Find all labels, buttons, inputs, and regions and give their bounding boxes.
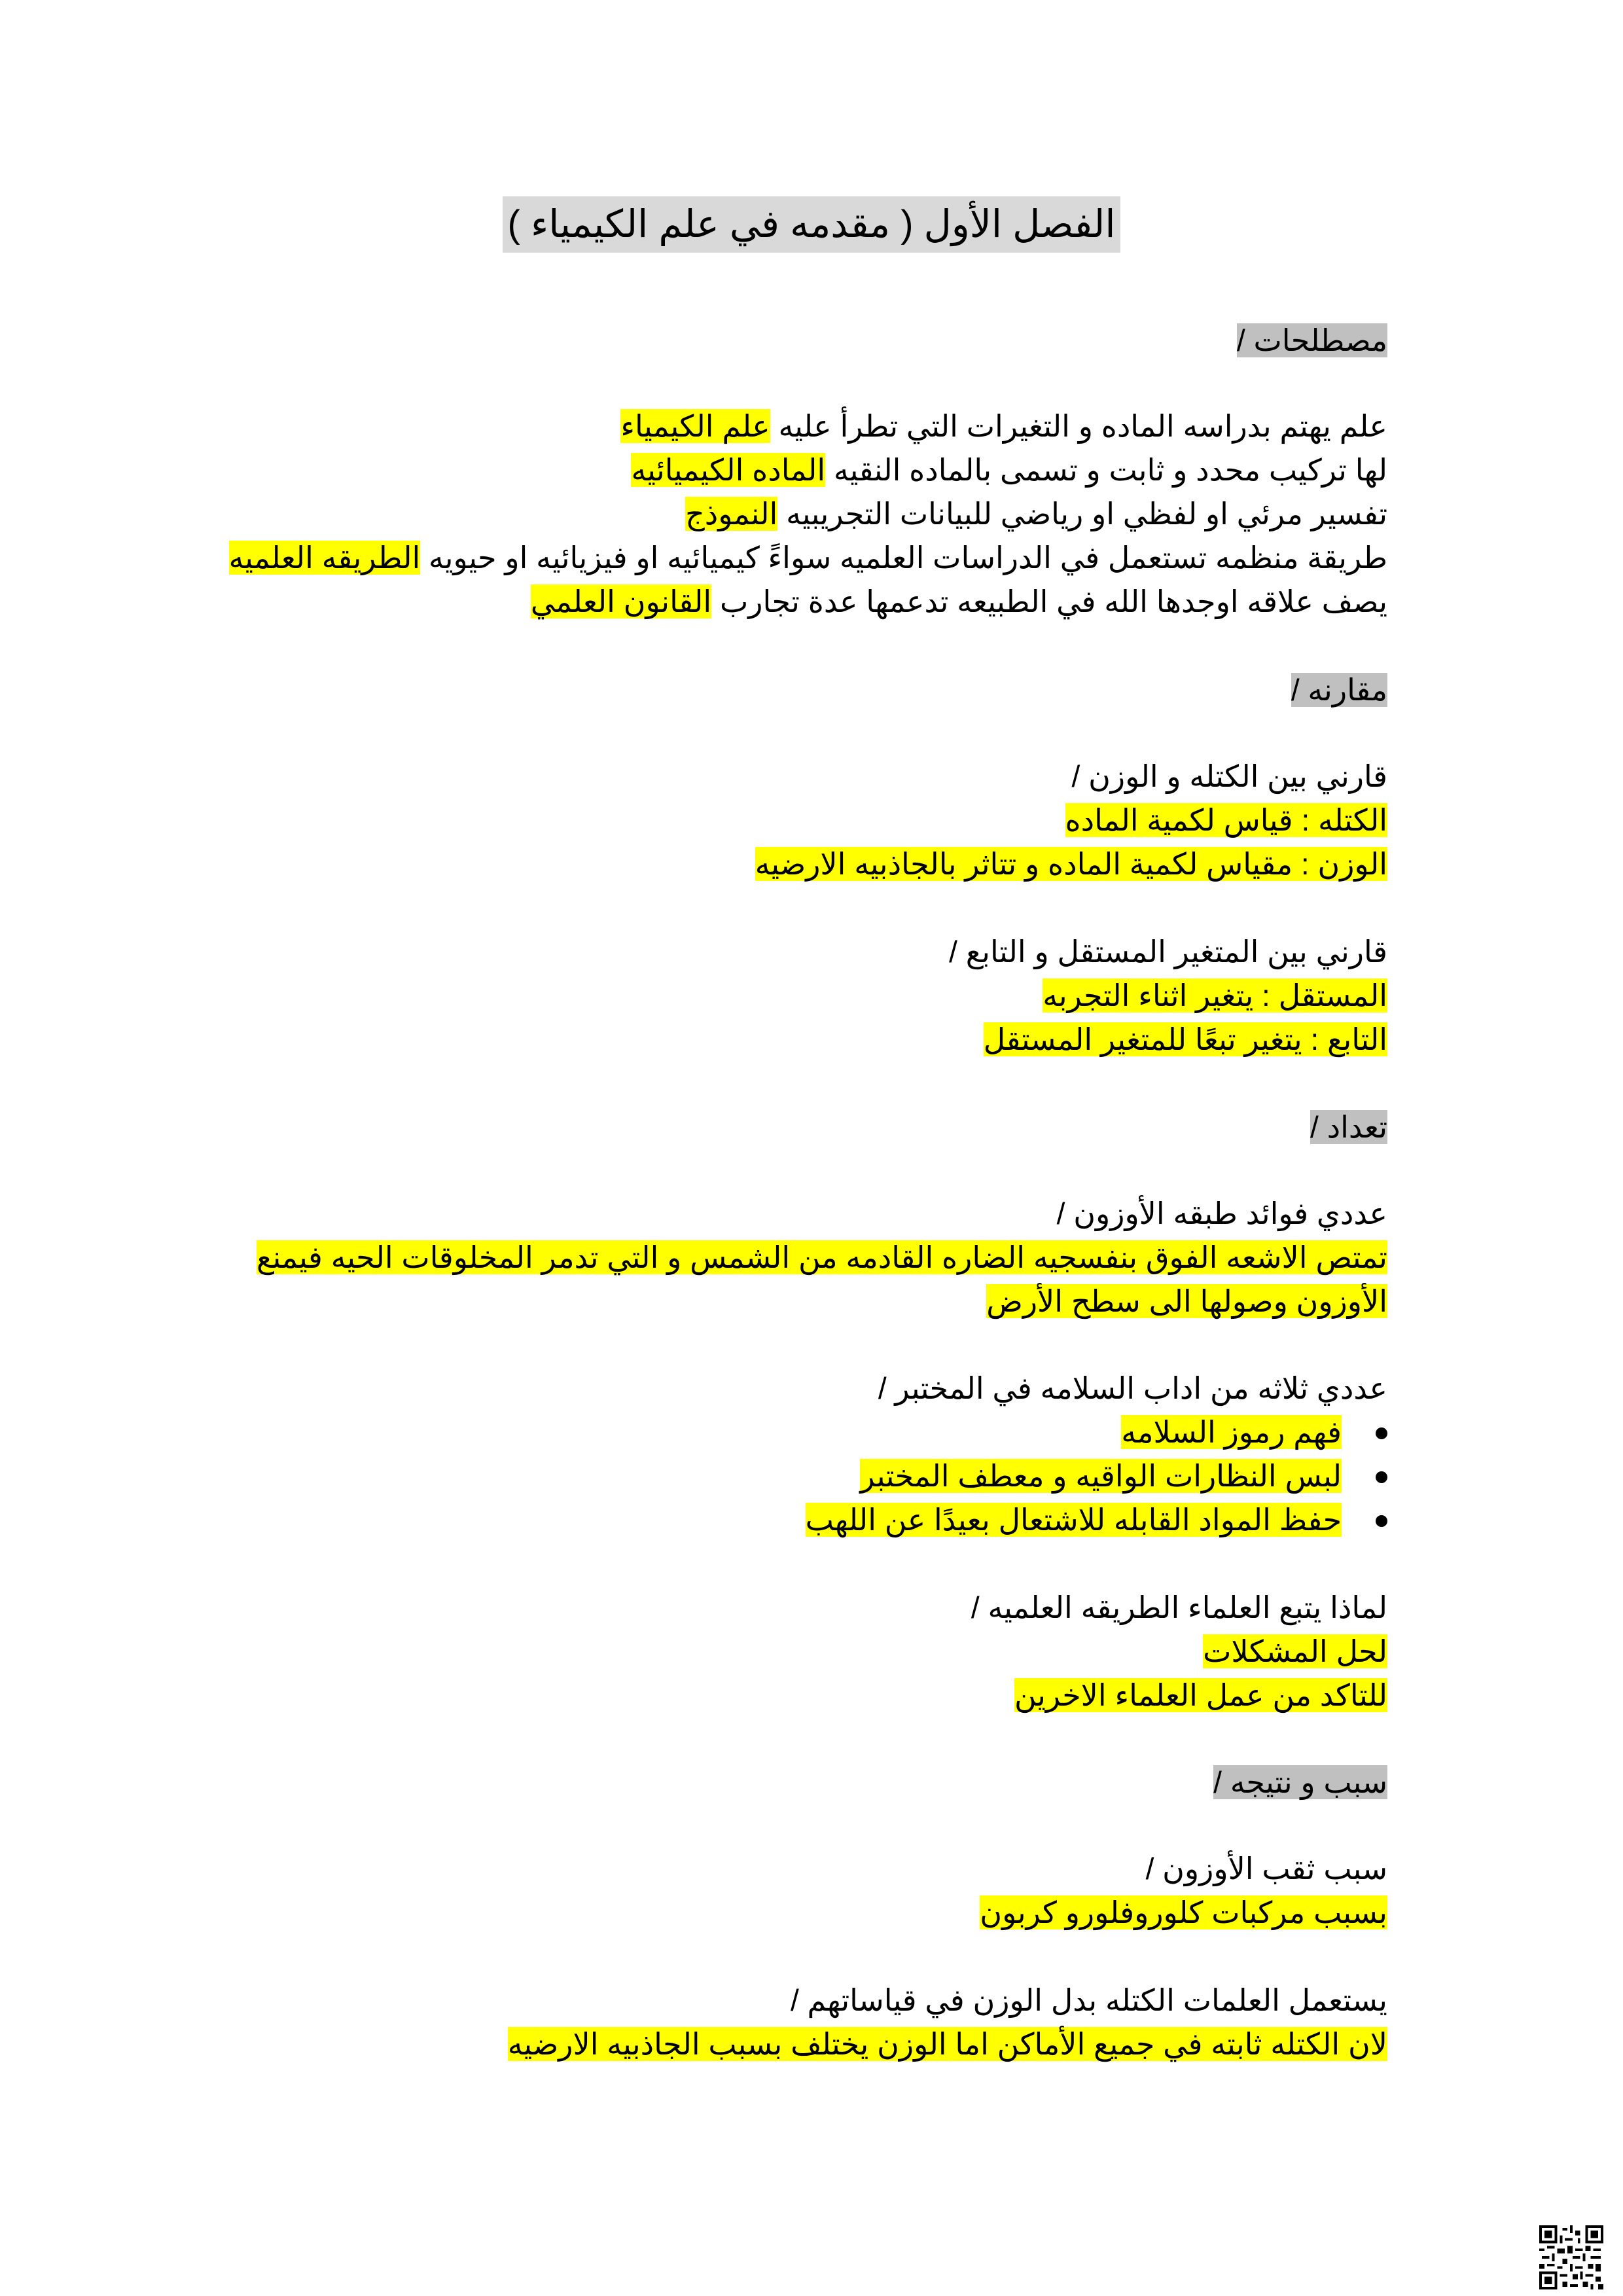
section-header-list <box>1310 1105 1387 1149</box>
bullet-icon <box>1376 1515 1387 1527</box>
term-line-1 <box>620 404 1387 448</box>
bullet-icon <box>1376 1427 1387 1439</box>
list3-question <box>971 1586 1387 1629</box>
compare1-answer-1 <box>1065 798 1387 842</box>
compare-header-text: مقارنه / <box>1291 673 1387 707</box>
bullet-text: حفظ المواد القابله للاشتعال بعيدًا عن اللهب <box>805 1503 1342 1537</box>
answer-text: الوزن : مقياس لكمية الماده و تتاثر بالجاذبيه الارضيه <box>755 847 1387 881</box>
term-name: علم الكيمياء <box>620 409 770 443</box>
cause-header-text: سبب و نتيجه / <box>1213 1765 1387 1799</box>
question-text: عددي فوائد طبقه الأوزون / <box>1056 1196 1387 1230</box>
qr-code-icon <box>1539 2225 1603 2289</box>
term-definition: لها تركيب محدد و ثابت و تسمى بالماده النقيه <box>825 453 1387 487</box>
answer-text: للتاكد من عمل العلماء الاخرين <box>1014 1678 1387 1712</box>
answer-text: الكتله : قياس لكمية الماده <box>1065 803 1387 837</box>
cause1-answer-1 <box>980 1891 1387 1934</box>
list-item <box>860 1454 1342 1498</box>
term-line-2 <box>631 448 1387 492</box>
question-text: لماذا يتبع العلماء الطريقه العلميه / <box>971 1590 1387 1624</box>
list1-answer-2 <box>986 1280 1387 1323</box>
section-header-terms <box>1237 319 1387 362</box>
list2-question <box>878 1367 1387 1410</box>
terms-header-text: مصطلحات / <box>1236 323 1387 357</box>
term-name: الطريقه العلميه <box>228 541 421 575</box>
section-header-cause <box>1213 1761 1387 1804</box>
term-definition: يصف علاقه اوجدها الله في الطبيعه تدعمها عدة تجارب <box>711 584 1387 619</box>
term-name: القانون العلمي <box>530 584 712 619</box>
bullet-icon <box>1376 1471 1387 1483</box>
term-line-4 <box>229 536 1388 579</box>
question-text: سبب ثقب الأوزون / <box>1145 1852 1387 1886</box>
page-title: الفصل الأول ( مقدمه في علم الكيمياء ) <box>503 196 1121 253</box>
question-text: عددي ثلاثه من اداب السلامه في المختبر / <box>878 1371 1387 1405</box>
bullet-text: فهم رموز السلامه <box>1121 1415 1342 1449</box>
list3-answer-2 <box>1014 1674 1387 1717</box>
list-header-text: تعداد / <box>1310 1110 1387 1144</box>
question-text: قارني بين الكتله و الوزن / <box>1071 759 1387 793</box>
compare1-question <box>1072 755 1387 798</box>
cause1-question <box>1146 1847 1387 1890</box>
answer-text: لحل المشكلات <box>1203 1634 1387 1668</box>
list3-answer-1 <box>1203 1630 1387 1673</box>
list1-question <box>1057 1192 1387 1235</box>
compare2-answer-2 <box>984 1018 1387 1061</box>
bullet-text: لبس النظارات الواقيه و معطف المختبر <box>860 1459 1342 1493</box>
list-item <box>1121 1410 1342 1454</box>
section-header-compare <box>1291 668 1387 711</box>
term-definition: تفسير مرئي او لفظي او رياضي للبيانات التجريبيه <box>777 497 1387 531</box>
term-definition: طريقة منظمه تستعمل في الدراسات العلميه سواءً كيميائيه او فيزيائيه او حيويه <box>420 541 1387 575</box>
cause2-answer-1 <box>508 2022 1387 2066</box>
term-name: النموذج <box>685 497 778 531</box>
question-text: قارني بين المتغير المستقل و التابع / <box>949 935 1387 969</box>
term-line-3 <box>685 492 1387 535</box>
compare1-answer-2 <box>755 842 1387 886</box>
term-definition: علم يهتم بدراسه الماده و التغيرات التي تطرأ عليه <box>770 409 1387 443</box>
compare2-answer-1 <box>1043 974 1387 1017</box>
compare2-question <box>949 930 1387 973</box>
term-line-5 <box>531 580 1387 623</box>
answer-text: لان الكتله ثابته في جميع الأماكن اما الوزن يختلف بسبب الجاذبيه الارضيه <box>507 2027 1387 2061</box>
term-name: الماده الكيميائيه <box>631 453 826 487</box>
answer-text: المستقل : يتغير اثناء التجربه <box>1043 978 1387 1013</box>
list1-answer-1 <box>257 1236 1387 1279</box>
list-item <box>806 1498 1342 1541</box>
question-text: يستعمل العلمات الكتله بدل الوزن في قياساتهم / <box>790 1983 1387 2017</box>
answer-text: تمتص الاشعه الفوق بنفسجيه الضاره القادمه من الشمس و التي تدمر المخلوقات الحيه فيمنع <box>257 1240 1387 1274</box>
cause2-question <box>791 1979 1387 2022</box>
answer-text: الأوزون وصولها الى سطح الأرض <box>986 1284 1387 1318</box>
answer-text: بسبب مركبات كلوروفلورو كربون <box>980 1895 1387 1929</box>
answer-text: التابع : يتغير تبعًا للمتغير المستقل <box>983 1022 1387 1056</box>
title-container <box>0 196 1623 255</box>
